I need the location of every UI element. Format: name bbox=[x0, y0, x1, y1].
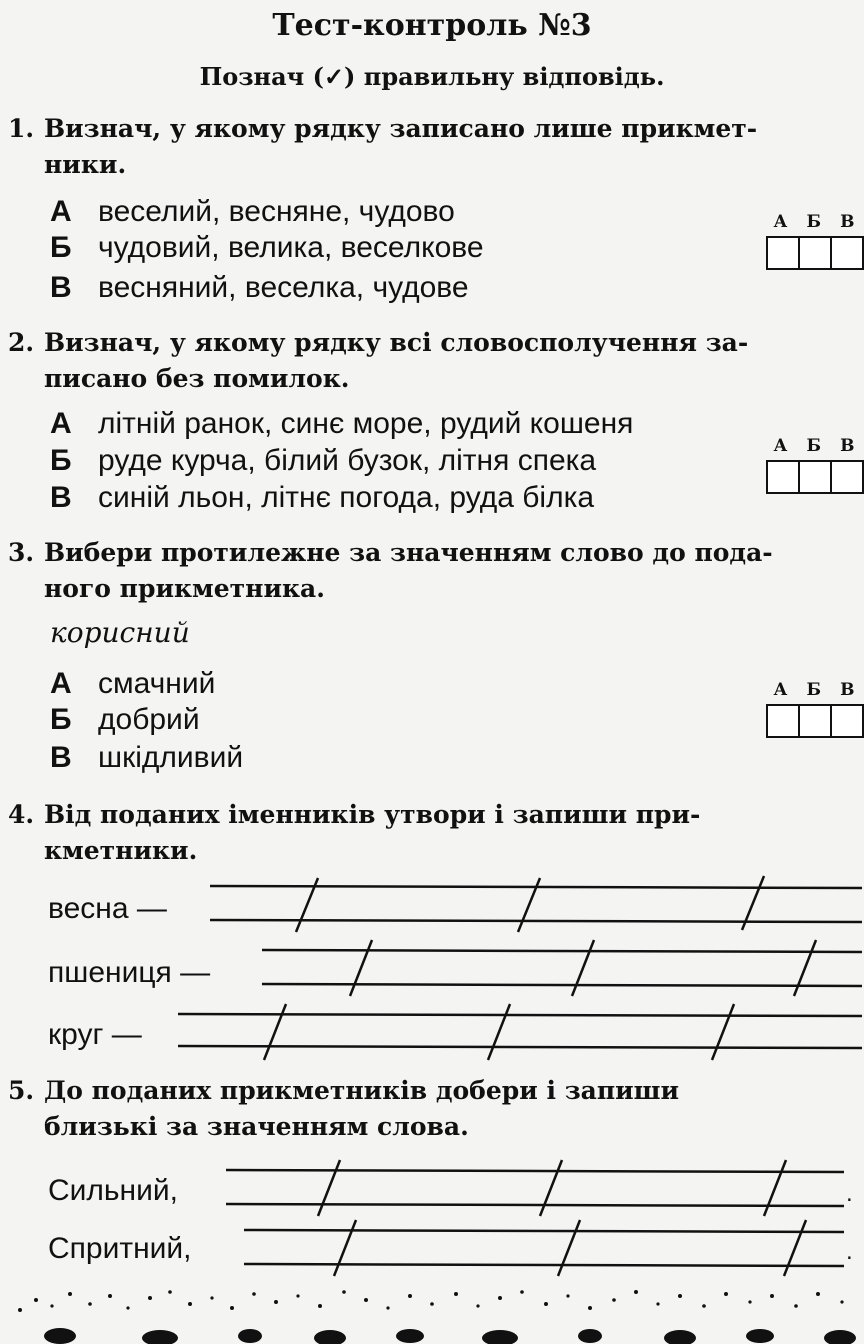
writing-line[interactable] bbox=[226, 1204, 844, 1206]
question-number: 1. bbox=[8, 114, 35, 143]
question-number: 3. bbox=[8, 538, 35, 567]
slash-mark bbox=[558, 1220, 580, 1276]
writing-line[interactable] bbox=[226, 1170, 844, 1172]
page-title: Тест-контроль №3 bbox=[272, 8, 592, 43]
slash-mark bbox=[318, 1160, 340, 1216]
slash-mark bbox=[794, 940, 816, 996]
question-line: писано без помилок. bbox=[44, 364, 350, 393]
answer-label: А bbox=[773, 212, 788, 232]
question-2-option-b: Б руде курча, білий бузок, літня спека bbox=[50, 444, 597, 477]
question-line: Вибери протилежне за значенням слово до пода- bbox=[44, 538, 773, 567]
question-4-word-spring: весна — bbox=[48, 892, 167, 925]
question-number: 5. bbox=[8, 1076, 35, 1105]
answer-label: Б bbox=[806, 212, 821, 232]
slash-mark bbox=[350, 940, 372, 996]
answer-label: В bbox=[840, 436, 855, 456]
question-3-option-c: В шкідливий bbox=[50, 741, 244, 774]
writing-line[interactable] bbox=[210, 920, 862, 922]
writing-line[interactable] bbox=[262, 984, 862, 986]
answer-label: Б bbox=[806, 436, 821, 456]
line-end-period: . bbox=[846, 1238, 853, 1265]
answer-label: В bbox=[840, 680, 855, 700]
question-4-word-circle: круг — bbox=[48, 1018, 142, 1051]
line-end-period: . bbox=[846, 1180, 853, 1207]
question-4-word-wheat: пшениця — bbox=[48, 956, 211, 989]
question-line: ники. bbox=[44, 150, 127, 179]
answer-label: А bbox=[773, 680, 788, 700]
question-line: близькі за значенням слова. bbox=[44, 1112, 469, 1141]
question-line: кметники. bbox=[44, 836, 198, 865]
writing-line[interactable] bbox=[244, 1230, 844, 1232]
question-line: Від поданих іменників утвори і запиши при- bbox=[44, 800, 701, 829]
answer-label: А bbox=[773, 436, 788, 456]
question-2-option-a: А літній ранок, синє море, рудий кошеня bbox=[50, 407, 634, 440]
slash-mark bbox=[784, 1220, 806, 1276]
question-1-option-c: В весняний, веселка, чудове bbox=[50, 271, 469, 304]
writing-line[interactable] bbox=[244, 1264, 844, 1266]
question-3-option-b: Б добрий bbox=[50, 703, 200, 736]
answer-label: Б bbox=[806, 680, 821, 700]
slash-mark bbox=[540, 1160, 562, 1216]
question-2-option-c: В синій льон, літнє погода, руда білка bbox=[50, 481, 595, 514]
writing-line[interactable] bbox=[178, 1046, 862, 1048]
question-5-word-agile: Спритний, bbox=[48, 1232, 192, 1265]
question-number: 2. bbox=[8, 328, 35, 357]
question-number: 4. bbox=[8, 800, 35, 829]
answer-label: В bbox=[840, 212, 855, 232]
slash-mark bbox=[712, 1004, 734, 1060]
question-line: До поданих прикметників добери і запиши bbox=[44, 1076, 680, 1105]
question-3-given-word: корисний bbox=[50, 616, 190, 649]
slash-mark bbox=[572, 940, 594, 996]
question-3-option-a: А смачний bbox=[50, 667, 216, 700]
writing-line[interactable] bbox=[262, 950, 862, 952]
question-line: ного прикметника. bbox=[44, 574, 325, 603]
question-1-option-a: А веселий, весняне, чудово bbox=[50, 195, 455, 228]
page-subtitle: Познач (✓) правильну відповідь. bbox=[199, 62, 665, 91]
slash-mark bbox=[764, 1160, 786, 1216]
question-line: Визнач, у якому рядку всі словосполучення за- bbox=[44, 328, 749, 357]
slash-mark bbox=[334, 1220, 356, 1276]
slash-mark bbox=[264, 1004, 286, 1060]
question-line: Визнач, у якому рядку записано лише прикмет- bbox=[44, 114, 758, 143]
question-5-word-strong: Сильний, bbox=[48, 1174, 178, 1207]
slash-mark bbox=[488, 1004, 510, 1060]
decorative-bottom-border bbox=[0, 1270, 864, 1344]
question-1-option-b: Б чудовий, велика, веселкове bbox=[50, 231, 484, 264]
